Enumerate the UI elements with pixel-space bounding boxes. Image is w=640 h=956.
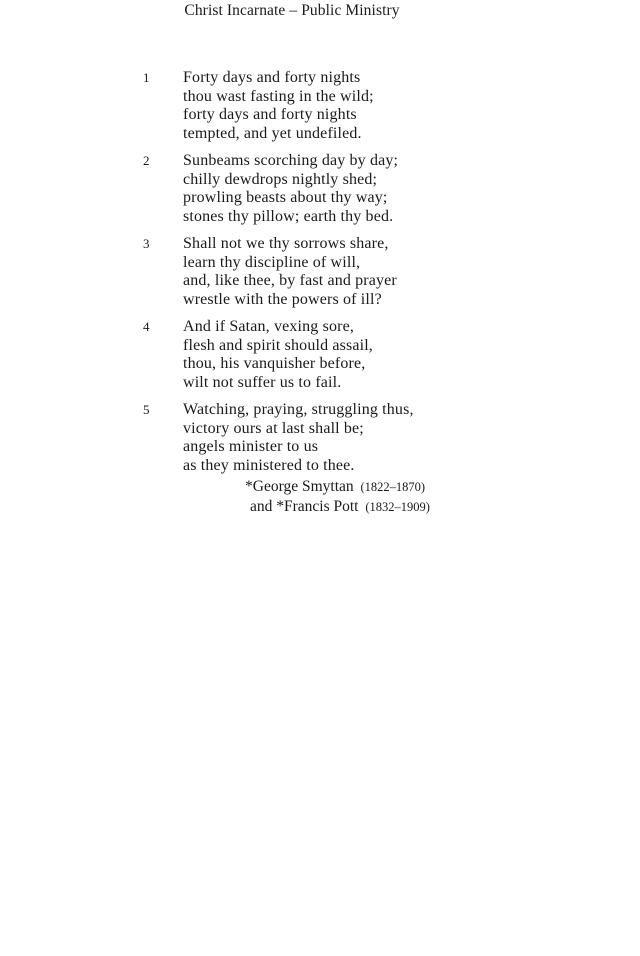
verse-lines: [183, 69, 640, 143]
verse-2: [0, 152, 640, 226]
verse-line: wilt not suffer us to fail.: [183, 373, 342, 391]
verse-number: 5: [143, 402, 150, 417]
verse-line: Watching, praying, struggling thus,: [183, 401, 414, 418]
verse-line: as they ministered to thee.: [183, 456, 355, 474]
verse-line: and, like thee, by fast and prayer: [183, 272, 397, 289]
credit-line-translator: [245, 497, 505, 517]
verse-line: stones thy pillow; earth thy bed.: [183, 207, 394, 225]
verse-lines: [183, 235, 640, 309]
verse-number: 2: [143, 153, 150, 168]
verse-line: learn thy discipline of will,: [183, 253, 361, 271]
verse-lines: [183, 401, 640, 475]
credit-line-author: [245, 477, 505, 497]
verse-line: tempted, and yet undefiled.: [183, 124, 362, 142]
verse-line: victory ours at last shall be;: [183, 419, 364, 437]
verse-line: flesh and spirit should assail,: [183, 336, 373, 354]
verse-line: wrestle with the powers of ill?: [183, 290, 382, 308]
translator-dates: (1832–1909): [365, 500, 430, 514]
author-credits: [245, 477, 505, 517]
verse-line: thou, his vanquisher before,: [183, 355, 366, 372]
page-header-title: Christ Incarnate – Public Ministry: [184, 2, 400, 19]
verse-line: chilly dewdrops nightly shed;: [183, 170, 378, 188]
verse-line: And if Satan, vexing sore,: [183, 318, 354, 335]
verse-line: Sunbeams scorching day by day;: [183, 152, 399, 169]
author-dates: (1822–1870): [360, 480, 426, 494]
verse-5: [0, 401, 640, 475]
translator-name: and *Francis Pott: [250, 498, 359, 515]
verse-lines: [183, 152, 640, 226]
verse-line: angels minister to us: [183, 438, 319, 455]
verse-line: prowling beasts about thy way;: [183, 189, 388, 206]
author-name: *George Smyttan: [245, 478, 354, 495]
verse-3: [0, 235, 640, 309]
verse-number: 3: [143, 236, 150, 251]
hymn-verses: [0, 69, 640, 484]
verse-lines: [183, 318, 640, 392]
verse-4: [0, 318, 640, 392]
verse-line: thou wast fasting in the wild;: [183, 87, 374, 105]
verse-line: Shall not we thy sorrows share,: [183, 235, 389, 252]
verse-line: forty days and forty nights: [183, 106, 357, 123]
verse-number: 1: [143, 70, 150, 85]
verse-number: 4: [143, 319, 150, 334]
verse-line: Forty days and forty nights: [183, 69, 361, 86]
verse-1: [0, 69, 640, 143]
